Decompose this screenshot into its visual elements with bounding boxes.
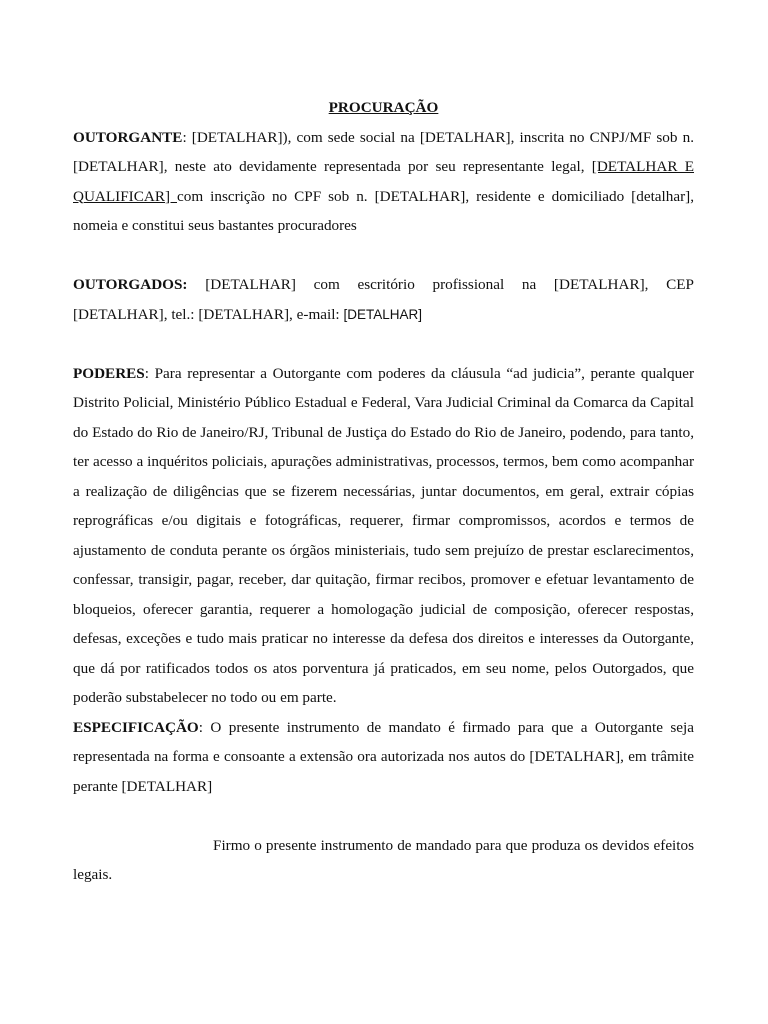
spacer — [73, 801, 694, 831]
outorgante-text-a: : [DETALHAR]), com sede social na [DETALHAR], inscrita no CNPJ/MF sob n. [DETALHAR], neste ato devidamente representada por seu representante legal, — [73, 128, 694, 175]
outorgante-label: OUTORGANTE — [73, 128, 183, 146]
poderes-text: : Para representar a Outorgante com poderes da cláusula “ad judicia”, perante qualquer Distrito Policial, Ministério Público Estadual e Federal, Vara Judicial Criminal da Comarca da Capital do Estado do Rio de Janeiro/RJ, Tribunal de Justiça do Estado do Rio de Janeiro, podendo, para tanto, ter acesso a inquéritos policiais, apurações administrativas, processos, termos, bem como acompanhar a realização de diligências que se fizerem necessárias, juntar documentos, em geral, extrair cópias reprográficas e/ou digitais e fotográficas, requerer, firmar compromissos, acordos e termos de ajustamento de conduta perante os órgãos ministeriais, tudo sem prejuízo de prestar esclarecimentos, confessar, transigir, pagar, receber, dar quitação, firmar recibos, promover e efetuar levantamento de bloqueios, oferecer garantia, requerer a homologação judicial de composição, oferecer respostas, defesas, exceções e tudo mais praticar no interesse da defesa dos direitos e interesses da Outorgante, que dá por ratificados todos os atos porventura já praticados, em seu nome, pelos Outorgados, que poderão substabelecer no todo ou em parte. — [73, 364, 694, 706]
outorgados-label: OUTORGADOS: — [73, 276, 188, 293]
outorgante-text-b: com inscrição no CPF sob n. [DETALHAR], residente e domiciliado [detalhar], nomeia e constitui seus bastantes procuradores — [73, 187, 694, 234]
especificacao-paragraph — [73, 713, 694, 802]
outorgante-underlined: [DETALHAR E QUALIFICAR] — [73, 158, 694, 205]
especificacao-text: : O presente instrumento de mandato é firmado para que a Outorgante seja representada na forma e consoante a extensão ora autorizada nos autos do [DETALHAR], em trâmite perante [DETALHAR] — [73, 718, 694, 795]
document-title: PROCURAÇÃO — [328, 99, 439, 116]
especificacao-label: ESPECIFICAÇÃO — [73, 718, 199, 736]
poderes-paragraph — [73, 359, 694, 713]
outorgados-paragraph — [73, 270, 694, 329]
spacer — [73, 329, 694, 359]
outorgados-text: [DETALHAR] com escritório profissional na [DETALHAR], CEP [DETALHAR], tel.: [DETALHAR], e-mail: — [73, 276, 694, 323]
spacer — [73, 241, 694, 271]
document-page — [73, 93, 694, 890]
closing-paragraph: Firmo o presente instrumento de mandado para que produza os devidos efeitos legais. — [73, 836, 694, 883]
outorgante-paragraph — [73, 123, 694, 241]
outorgados-email: [DETALHAR] — [343, 306, 422, 322]
poderes-label: PODERES — [73, 364, 145, 382]
